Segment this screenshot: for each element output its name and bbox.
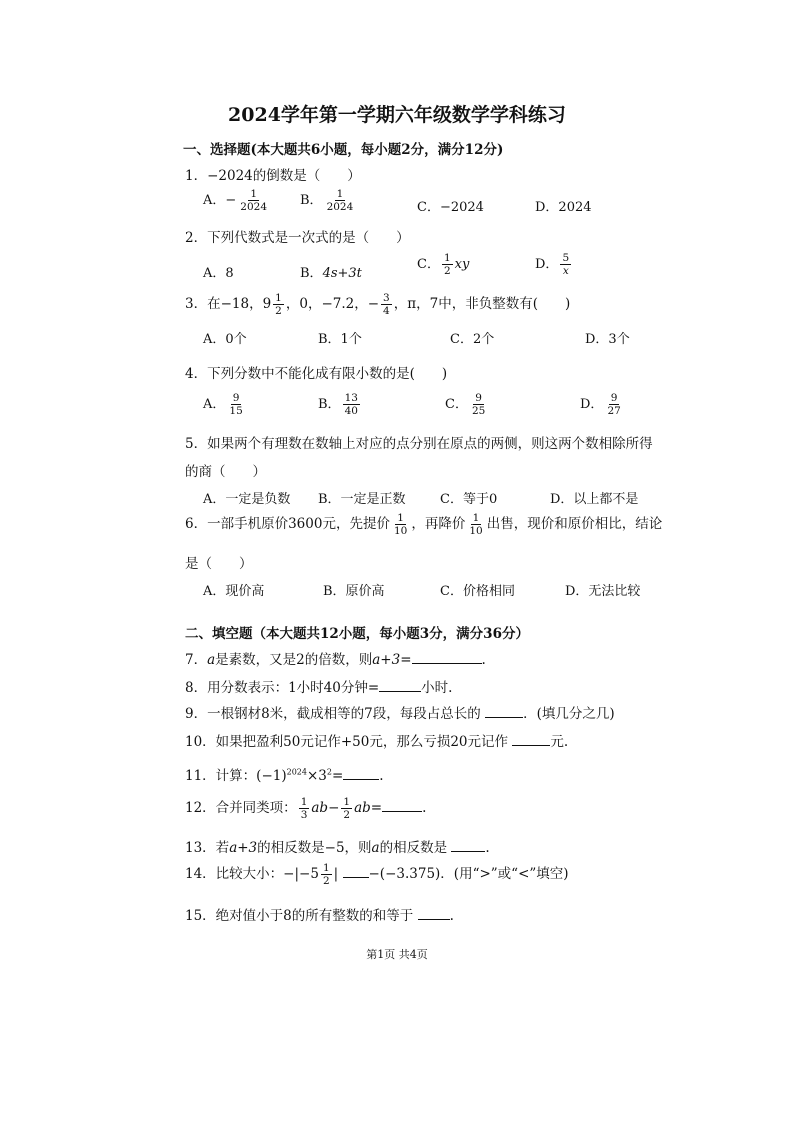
q4-option-a: A． $\frac{9}{15}$ bbox=[203, 392, 243, 418]
q1-a-fraction: $\frac{1}{2024}$ bbox=[240, 188, 268, 214]
question-14: 14．比较大小：−|−5 $\frac{1}{2}$ | −(−3.375)．(用“>”或“<”填空) bbox=[185, 862, 569, 888]
q6-fraction-1: $\frac{1}{10}$ bbox=[393, 512, 408, 538]
q6-option-c: C．价格相同 bbox=[440, 584, 515, 599]
answer-blank bbox=[343, 767, 379, 780]
page-footer: 第1页 共4页 bbox=[366, 948, 428, 961]
question-7: 7．a是素数，又是2的倍数，则a+3= . bbox=[185, 652, 486, 668]
section-heading-fill-in: 二、填空题（本大题共12小题，每小题3分，满分36分） bbox=[185, 626, 529, 642]
q3-mixed-fraction: $\frac{1}{2}$ bbox=[275, 292, 282, 318]
q14-fraction: $\frac{1}{2}$ bbox=[322, 862, 330, 888]
q4-b-fraction: $\frac{13}{40}$ bbox=[344, 392, 358, 418]
q1-option-d: D．2024 bbox=[535, 200, 592, 215]
question-9: 9．一根钢材8米，截成相等的7段，每段占总长的 ．(填几分之几) bbox=[185, 706, 615, 722]
q4-a-fraction: $\frac{9}{15}$ bbox=[229, 392, 243, 418]
question-5-line-2: 的商（ ） bbox=[185, 464, 266, 480]
q5-option-a: A．一定是负数 bbox=[203, 492, 291, 507]
q3-option-d: D．3个 bbox=[585, 332, 630, 347]
q3-option-a: A．0个 bbox=[203, 332, 247, 347]
q4-d-fraction: $\frac{9}{27}$ bbox=[607, 392, 621, 418]
q4-option-b: B． $\frac{13}{40}$ bbox=[318, 392, 358, 418]
q2-option-a: A．8 bbox=[203, 266, 234, 281]
q3-option-b: B．1个 bbox=[318, 332, 362, 347]
question-10: 10．如果把盈利50元记作+50元，那么亏损20元记作 元. bbox=[185, 734, 569, 750]
q5-option-b: B．一定是正数 bbox=[318, 492, 406, 507]
q4-c-fraction: $\frac{9}{25}$ bbox=[471, 392, 486, 418]
answer-blank bbox=[485, 705, 523, 718]
answer-blank bbox=[382, 799, 422, 812]
answer-blank bbox=[512, 733, 550, 746]
q2-option-b: B．4s+3t bbox=[300, 266, 362, 281]
answer-blank bbox=[451, 839, 485, 852]
question-8: 8．用分数表示：1小时40分钟= 小时. bbox=[185, 680, 453, 696]
q5-option-d: D．以上都不是 bbox=[550, 492, 639, 507]
q3-option-c: C．2个 bbox=[450, 332, 495, 347]
answer-blank bbox=[412, 651, 482, 664]
section-heading-choice: 一、选择题(本大题共6小题，每小题2分，满分12分) bbox=[183, 142, 504, 158]
question-1-stem: 1．−2024的倒数是（ ） bbox=[185, 168, 361, 184]
q4-option-d: D． $\frac{9}{27}$ bbox=[580, 392, 621, 418]
question-2-stem: 2．下列代数式是一次式的是（ ） bbox=[185, 230, 410, 246]
q6-option-b: B．原价高 bbox=[323, 584, 385, 599]
q6-option-a: A．现价高 bbox=[203, 584, 265, 599]
question-5-line-1: 5．如果两个有理数在数轴上对应的点分别在原点的两侧，则这两个数相除所得 bbox=[185, 436, 653, 452]
question-11: 11．计算：$(-1)^{2024}\times 3^2=$ . bbox=[185, 767, 384, 784]
page-title: 2024学年第一学期六年级数学学科练习 bbox=[228, 104, 566, 126]
q2-c-fraction: $\frac{1}{2}$ bbox=[443, 252, 451, 278]
q1-b-fraction: $\frac{1}{2024}$ bbox=[326, 188, 354, 214]
q1-option-c: C．−2024 bbox=[417, 200, 484, 215]
q6-fraction-2: $\frac{1}{10}$ bbox=[469, 512, 483, 538]
q1-option-a: A．− $\frac{1}{2024}$ bbox=[203, 188, 268, 214]
q2-option-c: C． $\frac{1}{2}$ xy bbox=[417, 252, 470, 278]
answer-blank bbox=[379, 679, 421, 692]
q5-option-c: C．等于0 bbox=[440, 492, 498, 507]
answer-blank bbox=[418, 907, 450, 920]
q3-fraction: $\frac{3}{4}$ bbox=[383, 292, 390, 318]
question-13: 13．若a+3的相反数是−5，则a的相反数是 . bbox=[185, 840, 490, 856]
question-6-line-1: 6．一部手机原价3600元，先提价 $\frac{1}{10}$ ，再降价 $\frac{1}{10}$ 出售，现价和原价相比，结论 bbox=[185, 512, 663, 538]
q12-fraction-1: $\frac{1}{3}$ bbox=[300, 796, 308, 822]
q12-fraction-2: $\frac{1}{2}$ bbox=[343, 796, 351, 822]
q4-option-c: C． $\frac{9}{25}$ bbox=[445, 392, 486, 418]
q2-d-fraction: $\frac{5}{x}$ bbox=[562, 252, 570, 278]
question-12: 12．合并同类项： $\frac{1}{3}$ ab− $\frac{1}{2}$ ab= . bbox=[185, 796, 427, 822]
q6-option-d: D．无法比较 bbox=[565, 584, 641, 599]
question-4-stem: 4．下列分数中不能化成有限小数的是( ) bbox=[185, 366, 448, 382]
answer-blank bbox=[343, 865, 369, 878]
q2-option-d: D． $\frac{5}{x}$ bbox=[535, 252, 570, 278]
question-3-stem: 3．在−18，9 $\frac{1}{2}$ ，0，−7.2，− $\frac{3}{4}$ ，π，7中，非负整数有( ) bbox=[185, 292, 571, 318]
question-15: 15．绝对值小于8的所有整数的和等于 . bbox=[185, 908, 454, 924]
question-6-line-2: 是（ ） bbox=[185, 556, 253, 572]
q1-option-b: B． $\frac{1}{2024}$ bbox=[300, 188, 354, 214]
